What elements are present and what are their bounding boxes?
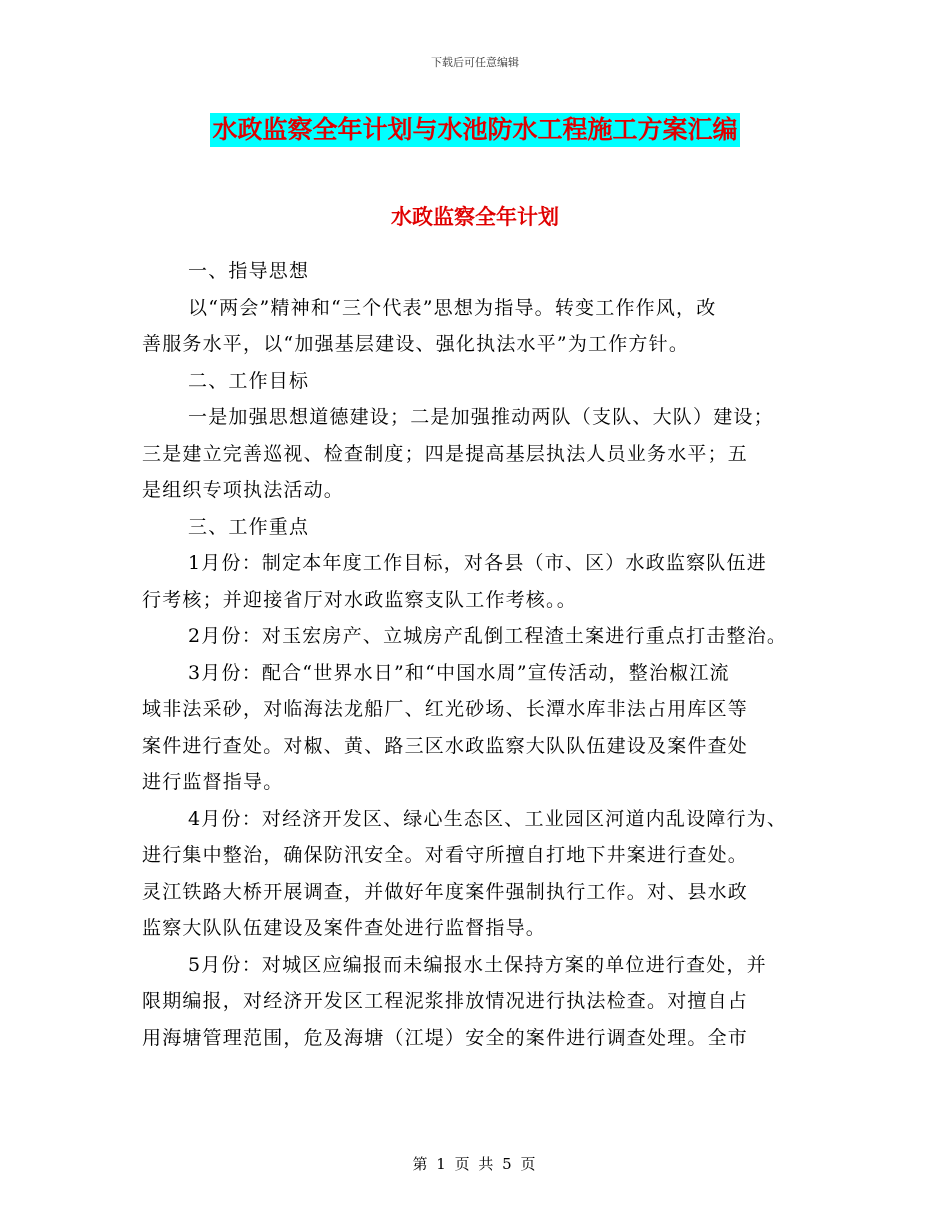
body-text-line: 用海塘管理范围，危及海塘（江堤）安全的案件进行调查处理。全市 [142,1026,749,1049]
body-text-line: 三、工作重点 [188,515,310,538]
main-title: 水政监察全年计划与水池防水工程施工方案汇编 [210,113,739,147]
header-note: 下载后可任意编辑 [431,56,519,69]
body-text-line: 善服务水平，以“加强基层建设、强化执法水平”为工作方针。 [142,333,690,355]
body-text-line: 灵江铁路大桥开展调查，并做好年度案件强制执行工作。对、县水政 [142,880,749,903]
body-text-line: 域非法采砂，对临海法龙船厂、红光砂场、长潭水库非法占用库区等 [142,698,749,720]
body-text-line: 以“两会”精神和“三个代表”思想为指导。转变工作作风，改 [188,296,717,319]
body-text-line: 二、工作目标 [188,369,310,392]
main-title-container [0,113,950,147]
document-body [142,253,826,1056]
body-text-line: 进行监督指导。 [142,771,284,793]
body-text-line: 监察大队队伍建设及案件查处进行监督指导。 [142,917,547,939]
body-text-line: 一是加强思想道德建设；二是加强推动两队（支队、大队）建设； [188,406,774,428]
body-text-line: 3月份：配合“世界水日”和“中国水周”宣传活动，整治椒江流 [188,661,730,684]
body-text-line: 案件进行查处。对椒、黄、路三区水政监察大队队伍建设及案件查处 [142,734,749,757]
body-text-line: 4月份：对经济开发区、绿心生态区、工业园区河道内乱设障行为、 [188,807,788,830]
body-text-line: 行考核；并迎接省厅对水政监察支队工作考核。。 [142,588,577,611]
body-text-line: 5月份：对城区应编报而未编报水土保持方案的单位进行查处，并 [188,953,767,976]
section-title: 水政监察全年计划 [391,204,559,229]
body-text-line: 2月份：对玉宏房产、立城房产乱倒工程渣土案进行重点打击整治。 [188,625,788,647]
body-text-line: 1月份：制定本年度工作目标，对各县（市、区）水政监察队伍进 [188,552,767,574]
body-text-line: 进行集中整治，确保防汛安全。对看守所擅自打地下井案进行查处。 [142,844,749,866]
page-number-footer: 第 1 页 共 5 页 [412,1155,538,1173]
body-text-line: 一、指导思想 [188,260,310,282]
body-text-line: 三是建立完善巡视、检查制度；四是提高基层执法人员业务水平；五 [142,442,749,465]
body-text-line: 限期编报，对经济开发区工程泥浆排放情况进行执法检查。对擅自占 [142,990,749,1012]
body-text-line: 是组织专项执法活动。 [142,479,345,501]
